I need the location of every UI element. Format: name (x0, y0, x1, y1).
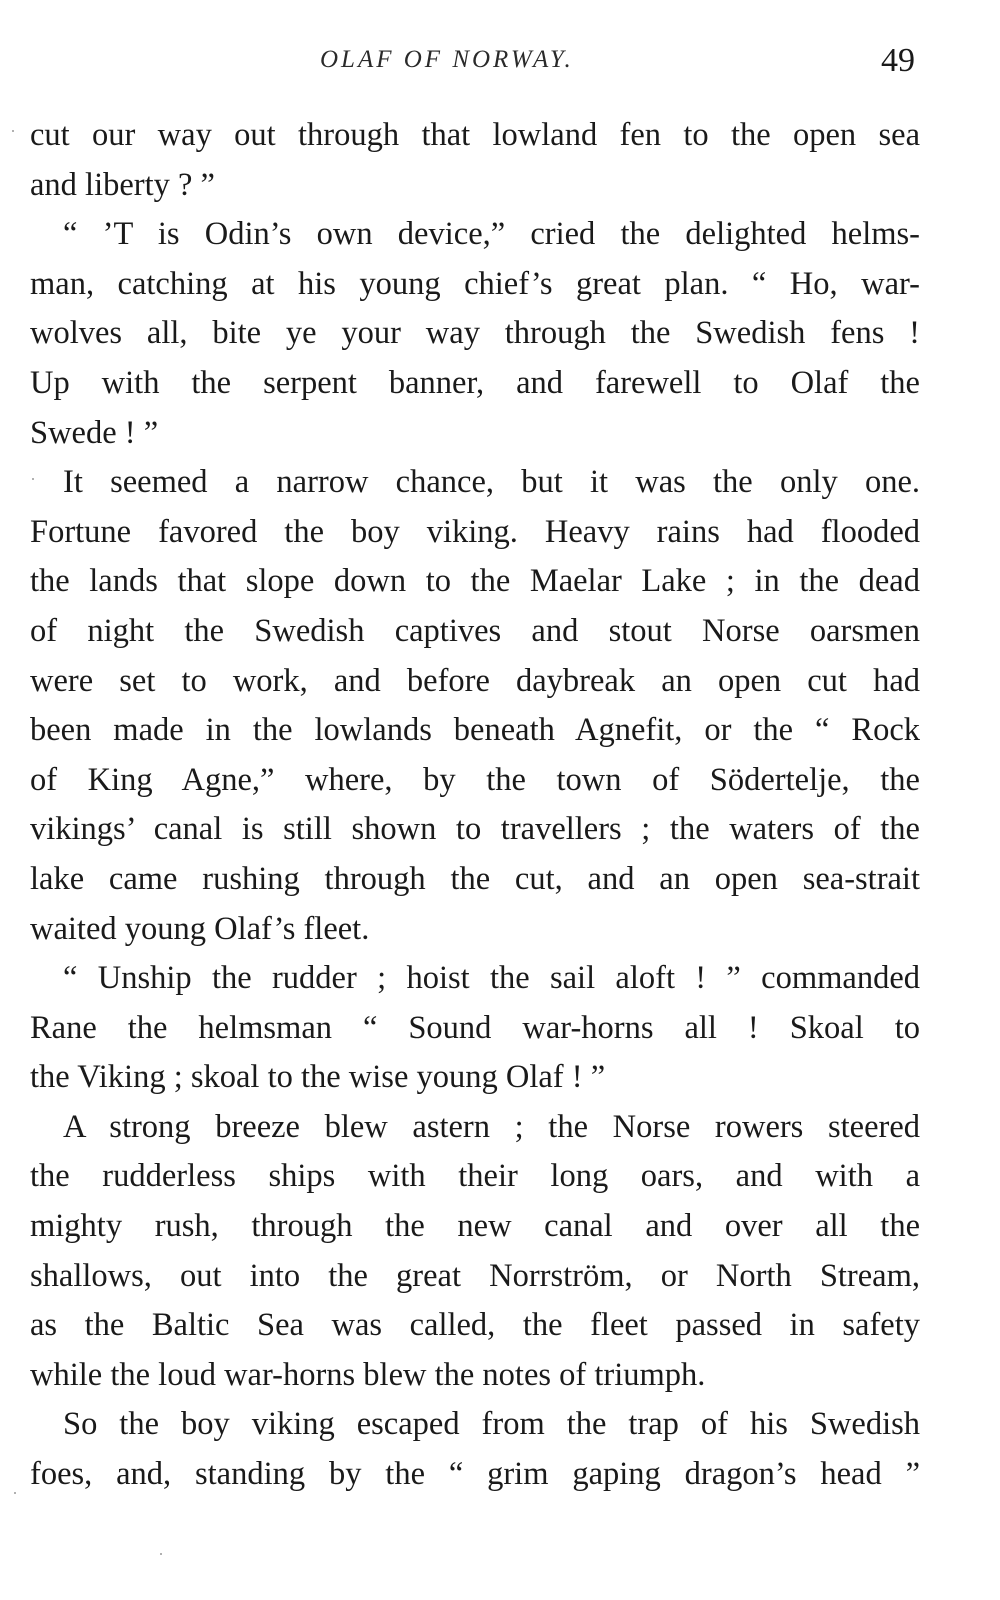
text-line: man, catching at his young chief’s great plan. “ Ho, war- (30, 265, 920, 302)
text-line: while the loud war-horns blew the notes of triumph. (30, 1356, 706, 1393)
text-line: foes, and, standing by the “ grim gaping dragon’s head ” (30, 1456, 920, 1493)
text-line: the Viking ; skoal to the wise young Olaf ! ” (30, 1059, 606, 1096)
text-line: of night the Swedish captives and stout Norse oarsmen (30, 612, 920, 649)
text-line: Fortune favored the boy viking. Heavy rains had flooded (30, 513, 920, 550)
text-line: the rudderless ships with their long oars, and with a (30, 1158, 920, 1195)
text-line: as the Baltic Sea was called, the fleet passed in safety (30, 1307, 920, 1344)
text-line: shallows, out into the great Norrström, or North Stream, (30, 1257, 920, 1294)
body-text (30, 111, 920, 1500)
text-line: Up with the serpent banner, and farewell to Olaf the (30, 364, 920, 401)
paper-speck (12, 130, 14, 132)
text-line: lake came rushing through the cut, and an open sea-strait (30, 860, 920, 897)
text-line: and liberty ? ” (30, 166, 215, 203)
text-line: the lands that slope down to the Maelar Lake ; in the dead (30, 563, 920, 600)
text-line: Swede ! ” (30, 414, 159, 451)
text-line: cut our way out through that lowland fen to the open sea (30, 117, 920, 153)
running-title: OLAF OF NORWAY. (320, 46, 574, 73)
running-head (0, 40, 1000, 90)
text-line: “ ’T is Odin’s own device,” cried the delighted helms- (63, 216, 920, 253)
text-line: were set to work, and before daybreak an open cut had (30, 662, 920, 699)
text-line: It seemed a narrow chance, but it was the only one. (63, 464, 920, 501)
text-line: A strong breeze blew astern ; the Norse rowers steered (63, 1108, 920, 1145)
paper-speck (160, 1553, 162, 1555)
text-line: waited young Olaf’s fleet. (30, 910, 370, 947)
page-number: 49 (881, 42, 915, 79)
paper-speck (14, 1492, 16, 1494)
text-line: been made in the lowlands beneath Agnefit, or the “ Rock (30, 712, 920, 749)
text-line: So the boy viking escaped from the trap of his Swedish (63, 1406, 920, 1443)
text-line: Rane the helmsman “ Sound war-horns all ! Skoal to (30, 1009, 920, 1046)
text-line: mighty rush, through the new canal and over all the (30, 1208, 920, 1245)
text-line: “ Unship the rudder ; hoist the sail aloft ! ” commanded (63, 960, 920, 997)
paper-speck (32, 478, 34, 480)
text-line: vikings’ canal is still shown to travellers ; the waters of the (30, 811, 920, 848)
text-line: of King Agne,” where, by the town of Södertelje, the (30, 761, 920, 798)
text-line: wolves all, bite ye your way through the Swedish fens ! (30, 315, 920, 352)
